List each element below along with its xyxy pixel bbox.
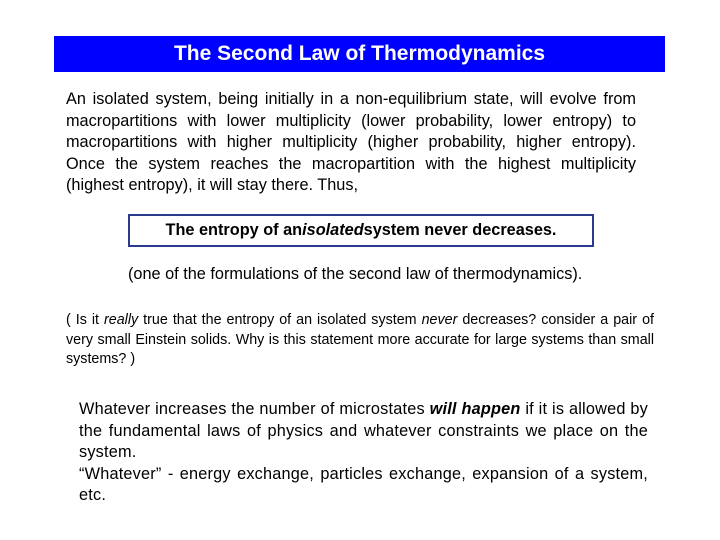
question-emphasis-never: never: [421, 312, 458, 328]
question-paragraph: [66, 311, 654, 370]
law-emphasis: isolated: [302, 221, 364, 239]
question-part-2: true that the entropy of an isolated system: [138, 312, 422, 328]
intro-paragraph: An isolated system, being initially in a non-equilibrium state, will evolve from macropartitions with lower multiplicity (lower probability, lower entropy) to macropartitions with higher multiplicity (higher probability, higher entropy). Once the system reaches the macropartition with the highest multiplicity (highest entropy), it will stay there. Thus,: [66, 90, 636, 194]
law-statement-box: [128, 214, 594, 247]
summary-block: [79, 399, 648, 507]
summary-line-1: [79, 399, 648, 464]
summary-text-before: Whatever increases the number of microstates: [79, 400, 430, 418]
question-part-1: ( Is it: [66, 312, 105, 328]
formulation-note: (one of the formulations of the second law of thermodynamics).: [128, 265, 583, 283]
summary-emphasis: will happen: [429, 400, 521, 418]
title-banner: [54, 36, 665, 72]
law-text-after: system never decreases.: [363, 221, 557, 239]
slide-title: The Second Law of Thermodynamics: [173, 42, 546, 65]
summary-line-2: “Whatever” - energy exchange, particles exchange, expansion of a system, etc.: [79, 464, 648, 504]
law-text-before: The entropy of an: [165, 221, 303, 239]
summary-text-after: if it is allowed by the fundamental laws of physics and whatever constraints we place on the system.: [79, 400, 648, 461]
question-emphasis-really: really: [104, 312, 139, 328]
question-part-3: decreases? consider a pair of very small Einstein solids. Why is this statement more accurate for large systems than small systems? ): [66, 312, 654, 367]
